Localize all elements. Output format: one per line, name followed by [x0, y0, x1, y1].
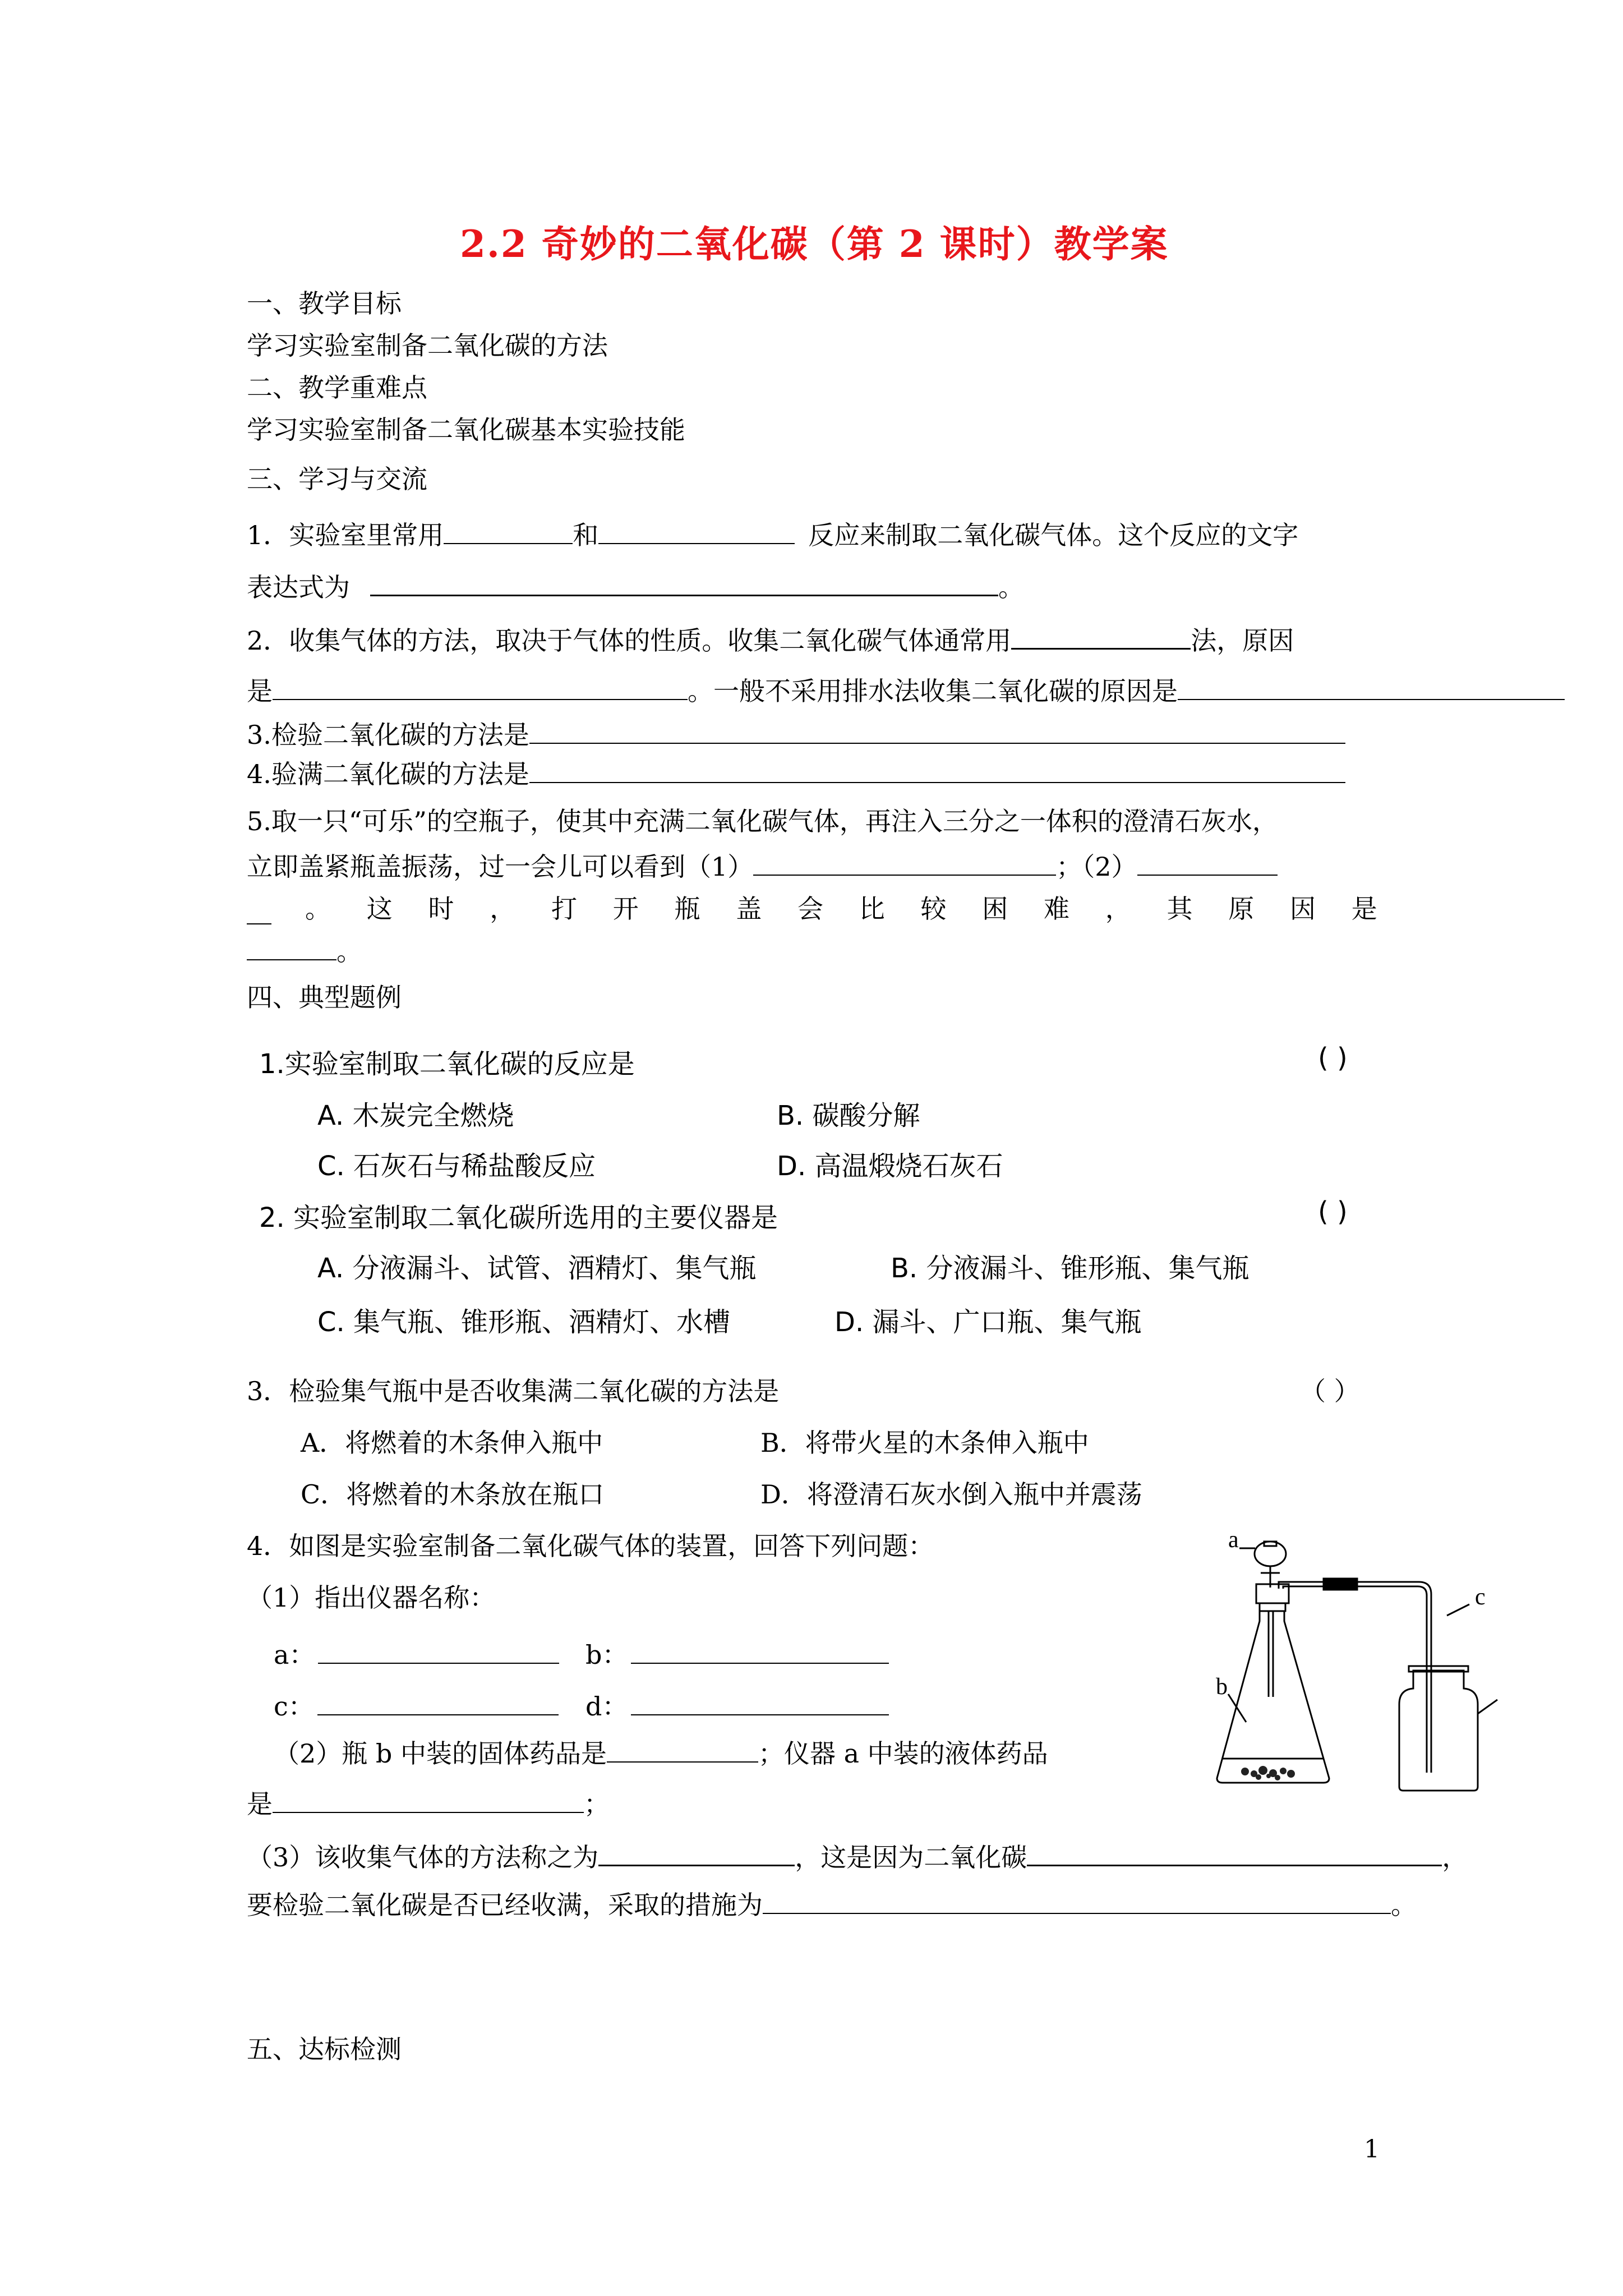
- justified-char: 会: [797, 894, 823, 924]
- justified-char: 比: [859, 894, 885, 924]
- example3-stem: 3．检验集气瓶中是否收集满二氧化碳的方法是: [247, 1376, 780, 1406]
- blank[interactable]: [631, 1638, 889, 1664]
- justified-char: 开: [612, 894, 639, 924]
- blank[interactable]: [273, 674, 688, 700]
- example1-option-c: C. 石灰石与稀盐酸反应: [317, 1151, 596, 1182]
- section-heading-key-points: 二、教学重难点: [247, 372, 427, 403]
- gas-collecting-bottle: [1399, 1671, 1478, 1791]
- example4-blank-d: d：: [585, 1690, 889, 1722]
- page-number: 1: [1364, 2135, 1380, 2164]
- diagram-label-c: c: [1475, 1584, 1486, 1610]
- blank[interactable]: [598, 1840, 795, 1866]
- page-title: 2.2 奇妙的二氧化碳（第 2 课时）教学案: [460, 222, 1169, 266]
- justified-char: 难: [1044, 894, 1069, 924]
- justified-char: 打: [551, 894, 577, 924]
- justified-char: 其: [1166, 894, 1193, 924]
- justified-char: 原: [1228, 894, 1255, 924]
- blank[interactable]: [318, 1638, 559, 1664]
- blank[interactable]: [529, 757, 1345, 783]
- objectives-text: 学习实验室制备二氧化碳的方法: [247, 330, 608, 361]
- blank[interactable]: [317, 1690, 559, 1715]
- study-q1-line1: 1．实验室里常用 和 反应来制取二氧化碳气体。这个反应的文字: [247, 518, 1298, 551]
- example2-option-c: C. 集气瓶、锥形瓶、酒精灯、水槽: [317, 1306, 731, 1338]
- example1-stem: 1.实验室制取二氧化碳的反应是: [259, 1048, 635, 1080]
- section-heading-assessment: 五、达标检测: [247, 2034, 402, 2064]
- example2-option-a: A. 分液漏斗、试管、酒精灯、集气瓶: [317, 1253, 757, 1284]
- blank[interactable]: [273, 1787, 584, 1813]
- study-q2-line1: 2．收集气体的方法，取决于气体的性质。收集二氧化碳气体通常用 法，原因: [247, 623, 1294, 656]
- example3-option-b: B．将带火星的木条伸入瓶中: [760, 1428, 1089, 1458]
- example3-option-d: D．将澄清石灰水倒入瓶中并震荡: [760, 1479, 1142, 1510]
- blank[interactable]: [1137, 850, 1278, 876]
- key-points-text: 学习实验室制备二氧化碳基本实验技能: [247, 415, 685, 445]
- example1-paren: ( ): [1318, 1042, 1348, 1074]
- example2-paren: ( ): [1318, 1196, 1348, 1227]
- delivery-tube: [1279, 1582, 1431, 1773]
- study-q5-line2: 立即盖紧瓶盖振荡，过一会儿可以看到（1） ；（2）: [247, 850, 1278, 882]
- example4-part1: （1）指出仪器名称：: [247, 1582, 496, 1613]
- justified-char: 是: [1351, 894, 1377, 924]
- section-heading-examples: 四、典型题例: [247, 982, 402, 1013]
- example4-part3-line1: （3）该收集气体的方法称之为 ，这是因为二氧化碳 ，: [247, 1840, 1468, 1873]
- justified-char: 因: [1290, 894, 1316, 924]
- blank[interactable]: [753, 850, 1056, 876]
- blank[interactable]: [1178, 674, 1565, 700]
- justified-char: ，: [1105, 894, 1131, 924]
- blank[interactable]: [631, 1690, 889, 1715]
- example1-option-d: D. 高温煅烧石灰石: [777, 1151, 1003, 1182]
- co2-apparatus-diagram: [1206, 1526, 1520, 1795]
- blank[interactable]: [1011, 623, 1191, 650]
- diagram-label-a: a: [1228, 1527, 1239, 1553]
- study-q2-line2: 是 。一般不采用排水法收集二氧化碳的原因是: [247, 674, 1565, 707]
- example4-blank-a: a：: [274, 1638, 559, 1671]
- blank[interactable]: [1027, 1840, 1442, 1866]
- example2-option-d: D. 漏斗、广口瓶、集气瓶: [834, 1306, 1142, 1338]
- study-q5-line4: 。: [247, 935, 362, 967]
- justified-char: ，: [490, 894, 516, 924]
- blank[interactable]: [247, 899, 271, 924]
- example4-blank-b: b：: [585, 1638, 889, 1671]
- example4-part2-line2: 是 ；: [247, 1787, 610, 1820]
- study-q5-line3-text: [305, 893, 1377, 924]
- example4-part2-line1: （2）瓶 b 中装的固体药品是 ；仪器 a 中装的液体药品: [274, 1737, 1048, 1769]
- justified-char: 盖: [736, 894, 762, 924]
- study-q3: 3.检验二氧化碳的方法是: [247, 718, 1345, 751]
- example3-option-a: A．将燃着的木条伸入瓶中: [301, 1428, 603, 1458]
- blank[interactable]: [370, 570, 998, 596]
- blank[interactable]: [247, 935, 336, 960]
- study-q4: 4.验满二氧化碳的方法是: [247, 757, 1345, 790]
- justified-char: 时: [428, 894, 454, 924]
- justified-char: 较: [920, 894, 947, 924]
- blank[interactable]: [763, 1888, 1391, 1914]
- study-q5-line3: [247, 893, 1377, 924]
- study-q5-line1: 5.取一只“可乐”的空瓶子，使其中充满二氧化碳气体，再注入三分之一体积的澄清石灰水，: [247, 806, 1278, 836]
- example2-stem: 2. 实验室制取二氧化碳所选用的主要仪器是: [259, 1202, 778, 1234]
- blank[interactable]: [598, 518, 795, 544]
- blank[interactable]: [607, 1737, 758, 1763]
- example4-blank-c: c：: [274, 1690, 559, 1722]
- example1-option-a: A. 木炭完全燃烧: [317, 1100, 514, 1131]
- example4-stem: 4．如图是实验室制备二氧化碳气体的装置，回答下列问题：: [247, 1531, 934, 1561]
- example3-option-c: C．将燃着的木条放在瓶口: [301, 1479, 605, 1510]
- example3-paren: （ ）: [1300, 1376, 1360, 1406]
- example4-part3-line2: 要检验二氧化碳是否已经收满，采取的措施为 。: [247, 1888, 1417, 1921]
- blank[interactable]: [444, 518, 573, 544]
- diagram-label-b: b: [1216, 1674, 1228, 1700]
- section-heading-objectives: 一、教学目标: [247, 288, 402, 319]
- justified-char: 这: [366, 894, 393, 924]
- justified-char: 困: [982, 894, 1008, 924]
- justified-char: 瓶: [674, 894, 700, 924]
- study-q1-line2: 表达式为 。: [247, 570, 1024, 603]
- justified-char: 。: [305, 894, 331, 924]
- section-heading-study: 三、学习与交流: [247, 464, 427, 494]
- blank[interactable]: [529, 718, 1345, 744]
- example1-option-b: B. 碳酸分解: [777, 1100, 920, 1131]
- example2-option-b: B. 分液漏斗、锥形瓶、集气瓶: [891, 1253, 1249, 1284]
